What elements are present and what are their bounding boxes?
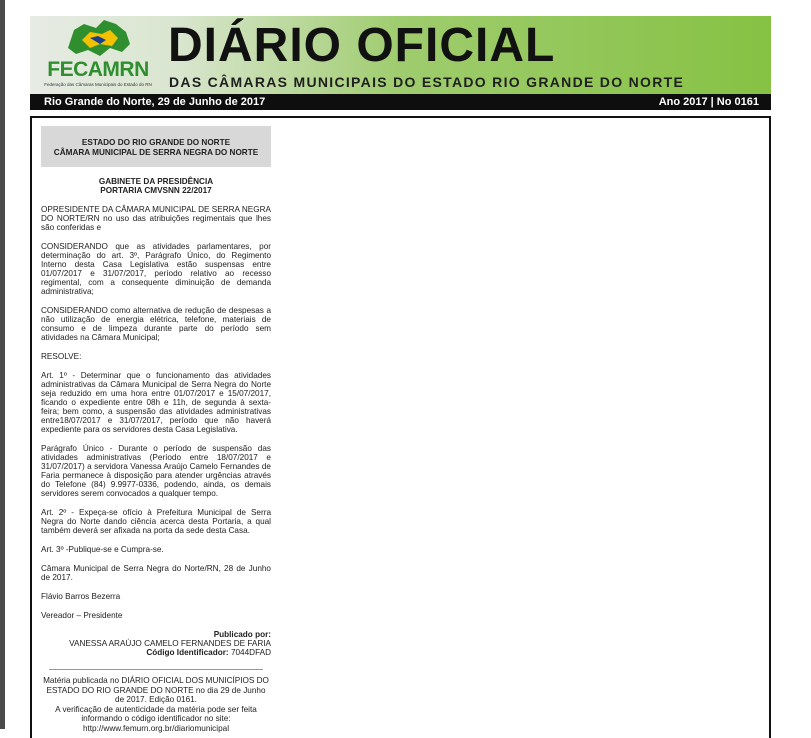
published-by-label: Publicado por: <box>213 630 271 639</box>
paragraph-place-date: Câmara Municipal de Serra Negra do Norte/RN, 28 de Junho de 2017. <box>41 564 271 582</box>
chamber-name: CÂMARA MUNICIPAL DE SERRA NEGRA DO NORTE <box>53 148 259 157</box>
newspaper-title: DIÁRIO OFICIAL <box>168 19 556 72</box>
logo-tagline: Federação das Câmaras Municipais do Estado do RN <box>44 82 152 87</box>
signatory-name: Flávio Barros Bezerra <box>41 592 121 601</box>
paragraph-considerando-2: CONSIDERANDO como alternativa de redução de despesas a não utilização de energia elétrica, telefone, materiais de consumo e de limpeza durante parte do período sem atividades na Câmara Municipal; <box>41 306 271 342</box>
newspaper-subtitle: DAS CÂMARAS MUNICIPAIS DO ESTADO RIO GRANDE DO NORTE <box>169 74 685 90</box>
logo-name <box>38 58 158 82</box>
logo-name-text: FECAMRN <box>47 58 149 81</box>
identifier-code-line <box>41 648 271 657</box>
issuer-header-box <box>41 126 271 167</box>
state-name: ESTADO DO RIO GRANDE DO NORTE <box>81 138 231 147</box>
publication-info <box>41 630 271 657</box>
signatory-role: Vereador – Presidente <box>41 611 123 620</box>
paragraph-art-1: Art. 1º - Determinar que o funcionamento das atividades administrativas da Câmara Municipal de Serra Negra do Norte seja reduzido em uma hora entre 01/07/2017 e 15/07/2017, ficando o expediente entre 08h e 11h, de segunda à sexta-feira; bem como, a suspensão das atividades administrativas entre18/07/2017 e 31/07/2017, período que não haverá expediente para os servidores desta Casa Legislativa. <box>41 371 271 434</box>
office-name: GABINETE DA PRESIDÊNCIA <box>98 177 214 186</box>
paragraph-preamble: OPRESIDENTE DA CÂMARA MUNICIPAL DE SERRA NEGRA DO NORTE/RN no uso das atribuições regimentais que lhes são conferidas e <box>41 205 271 232</box>
paragraph-art-2: Art. 2º - Expeça-se ofício à Prefeitura Municipal de Serra Negra do Norte dando ciência acerca desta Portaria, a qual também deverá ser afixada na porta da sede desta Casa. <box>41 508 271 535</box>
article-column <box>41 126 271 734</box>
fecamrn-logo <box>38 18 158 92</box>
paragraph-unico: Parágrafo Único - Durante o período de suspensão das atividades administrativas (Período entre 18/07/2017 e 31/07/2017) a servidora Vanessa Araújo Camelo Fernandes de Faria permanece à disposição para atender urgências através do Telefone (84) 9.9977-0336, podendo, ainda, os demais servidores serem convocados a qualquer tempo. <box>41 444 271 498</box>
paragraph-art-3: Art. 3º -Publique-se e Cumpra-se. <box>41 545 164 554</box>
window-edge <box>0 0 5 729</box>
place-date: Rio Grande do Norte, 29 de Junho de 2017 <box>44 96 266 108</box>
publication-footer <box>41 676 271 734</box>
footer-verify: A verificação de autenticidade da matéria pode ser feita informando o código identificador no site: <box>55 704 257 724</box>
published-by-name: VANESSA ARAÚJO CAMELO FERNANDES DE FARIA <box>69 639 271 648</box>
footer-note: Matéria publicada no DIÁRIO OFICIAL DOS MUNICÍPIOS DO ESTADO DO RIO GRANDE DO NORTE no dia 29 de Junho de 2017. Edição 0161. <box>43 676 269 705</box>
paragraph-resolve: RESOLVE: <box>41 352 82 361</box>
footer-url: http://www.femurn.org.br/diariomunicipal <box>82 723 230 733</box>
footer-divider <box>49 669 263 670</box>
identifier-code-label: Código Identificador: <box>146 648 229 657</box>
masthead-banner <box>30 16 771 94</box>
identifier-code: 7044DFAD <box>230 648 271 657</box>
date-bar <box>30 94 771 110</box>
edition-number: Ano 2017 | No 0161 <box>658 96 759 108</box>
paragraph-considerando-1: CONSIDERANDO que as atividades parlamentares, por determinação do art. 3º, Parágrafo Único, do Regimento Interno desta Casa Legislativa estão suspensas entre 01/07/2017 e 31/07/2017, período relativo ao recesso regimental, com a consequente diminuição de demanda administrativa; <box>41 242 271 296</box>
portaria-number: PORTARIA CMVSNN 22/2017 <box>100 186 212 195</box>
map-logo-icon <box>60 18 136 60</box>
